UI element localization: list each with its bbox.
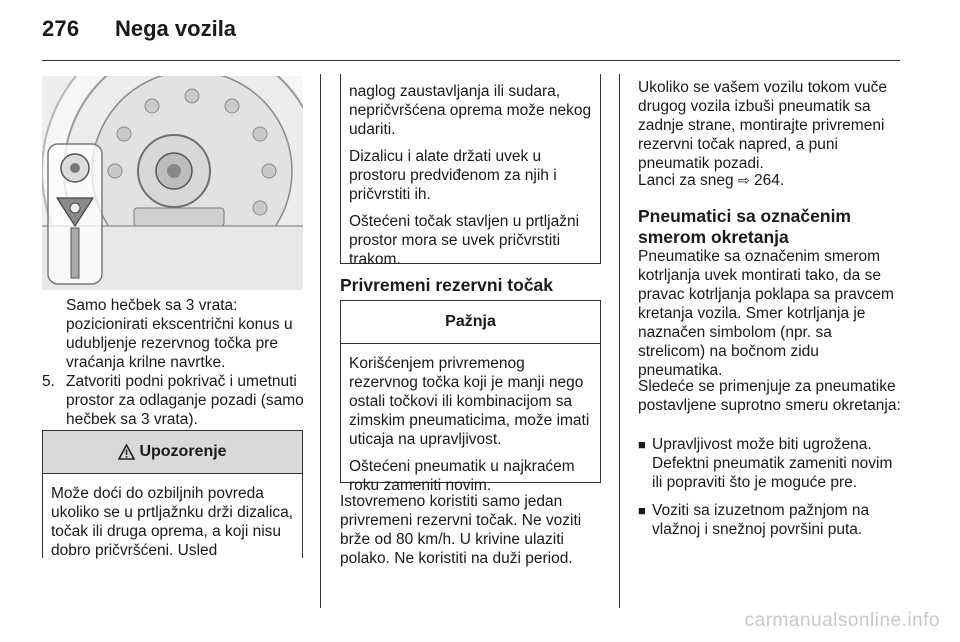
directional-tires-paragraph: Pneumatike sa označenim smerom kotrljanja uvek montirati tako, da se pravac kotrljanja poklapa sa pravcem kretanja vozila. Smer kotrljanja je naznačen simbolom (npr. sa strelicom) na bočnom zidu pneumatika. bbox=[638, 248, 894, 379]
warning-title: Upozorenje bbox=[139, 443, 227, 460]
warning-box-continued bbox=[340, 74, 601, 268]
step-4-continuation: Samo hečbek sa 3 vrata: pozicionirati ekscentrični konus u udubljenje rezervnog točka pre vraćanja krilne navrtke. bbox=[66, 297, 293, 371]
spare-wheel-figure bbox=[42, 76, 303, 290]
section-title-line-1: Pneumatici sa označenim bbox=[638, 206, 851, 226]
note-box bbox=[340, 300, 601, 494]
page-reference-arrow-icon: ⇨ bbox=[737, 172, 750, 188]
note-text-2: Oštećeni pneumatik u najkraćem roku zameniti novim. bbox=[349, 458, 575, 494]
bullet-text: Voziti sa izuzetnom pažnjom na vlažnoj i snežnoj površini puta. bbox=[652, 502, 870, 538]
page-number: 276 bbox=[42, 16, 80, 41]
towing-paragraph: Ukoliko se vašem vozilu tokom vuče drugog vozila izbuši pneumatik sa zadnje strane, montirajte privremeni rezervni točak napred, a puni pneumatik pozadi. bbox=[638, 79, 887, 172]
bullet-item bbox=[638, 435, 903, 492]
temporary-spare-paragraph: Istovremeno koristiti samo jedan privremeni rezervni točak. Ne voziti brže od 80 km/h. U krivine ulaziti polako. Ne koristiti na duži period. bbox=[340, 493, 582, 567]
step-5-text: Zatvoriti podni pokrivač i umetnuti prostor za odlaganje pozadi (samo hečbek sa 3 vrata). bbox=[66, 373, 304, 428]
snow-chains-page-link[interactable]: 264. bbox=[754, 172, 785, 189]
header-divider bbox=[42, 60, 900, 61]
warning-text-cont-3: Oštećeni točak stavljen u prtljažni prostor mora se uvek pričvrstiti trakom. bbox=[349, 213, 580, 268]
section-title-line-2: smerom okretanja bbox=[638, 227, 789, 247]
column-divider-1 bbox=[320, 74, 321, 608]
reversed-tires-intro: Sledeće se primenjuje za pneumatike postavljene suprotno smeru okretanja: bbox=[638, 378, 901, 414]
warning-body-continued bbox=[341, 74, 600, 287]
note-title: Pažnja bbox=[445, 313, 496, 330]
warning-text-cont-1: naglog zaustavljanja ili sudara, nepričvršćena oprema može nekog udariti. bbox=[349, 83, 592, 138]
page-title: Nega vozila bbox=[115, 16, 237, 41]
reversed-tires-bullets bbox=[638, 435, 903, 539]
snow-chains-label: Lanci za sneg bbox=[638, 172, 734, 189]
note-body bbox=[341, 344, 600, 513]
spare-wheel-icon bbox=[42, 76, 303, 290]
bullet-item bbox=[638, 501, 903, 539]
section-title-directional-tires bbox=[638, 206, 903, 248]
note-text-1: Korišćenjem privremenog rezervnog točka koji je manji nego ostali točkovi ili kombinacijom sa zimskim pneumaticima, može imati uticaja na upravljivost. bbox=[349, 355, 590, 448]
watermark: carmanualsonline.info bbox=[744, 610, 940, 631]
snow-chains-reference bbox=[638, 171, 903, 190]
warning-body bbox=[43, 474, 302, 578]
column-divider-2 bbox=[619, 74, 620, 608]
bullet-square-icon: ■ bbox=[638, 503, 646, 518]
warning-text-cont-2: Dizalicu i alate držati uvek u prostoru predviđenom za njih i pričvrstiti ih. bbox=[349, 148, 557, 203]
bullet-square-icon: ■ bbox=[638, 437, 646, 452]
step-number: 5. bbox=[42, 373, 55, 390]
warning-triangle-icon bbox=[118, 444, 135, 460]
bullet-text: Upravljivost može biti ugrožena. Defektni pneumatik zameniti novim ili popraviti što je moguće pre. bbox=[652, 436, 893, 491]
warning-box bbox=[42, 430, 303, 558]
section-title-temporary-spare: Privremeni rezervni točak bbox=[340, 275, 554, 295]
warning-text: Može doći do ozbiljnih povreda ukoliko se u prtljažnku drži dizalica, točak ili druga oprema, a koji nisu dobro pričvršćeni. Usled bbox=[51, 485, 294, 559]
note-header bbox=[341, 301, 600, 344]
warning-header bbox=[43, 431, 302, 474]
